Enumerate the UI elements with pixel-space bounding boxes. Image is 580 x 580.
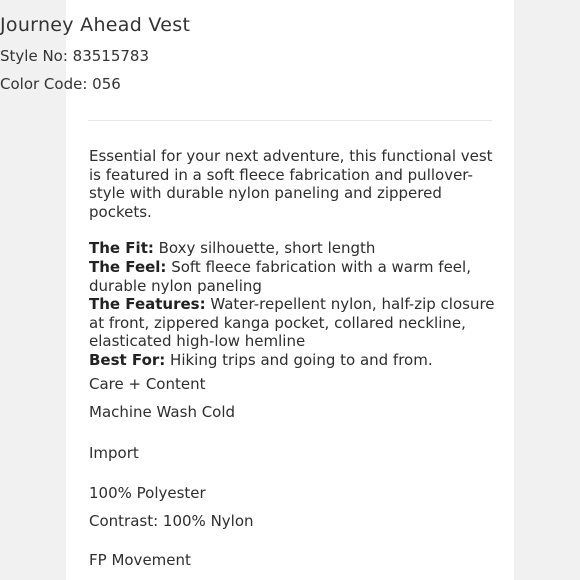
feature-text: Hiking trips and going to and from. xyxy=(165,350,433,369)
material-text: 100% Polyester xyxy=(89,484,206,502)
feature-best-for xyxy=(89,351,504,370)
feature-fit xyxy=(89,239,504,258)
feature-text: Boxy silhouette, short length xyxy=(153,239,376,258)
feature-features xyxy=(89,295,504,351)
contrast-material-text: Contrast: 100% Nylon xyxy=(89,512,254,530)
feature-list xyxy=(89,239,504,369)
style-number: Style No: 83515783 xyxy=(0,47,150,65)
feature-feel xyxy=(89,258,504,295)
feature-text: Water-repellent nylon, half-zip closure at front, zippered kanga pocket, collared neckline, elasticated high-low hemline xyxy=(89,295,495,351)
color-code: Color Code: 056 xyxy=(0,75,121,93)
origin-text: Import xyxy=(89,444,139,462)
feature-label: Best For: xyxy=(89,350,166,369)
feature-text: Soft fleece fabrication with a warm feel, durable nylon paneling xyxy=(89,257,471,295)
feature-label: The Feel: xyxy=(89,257,167,276)
product-title: Journey Ahead Vest xyxy=(0,14,191,36)
feature-label: The Features: xyxy=(89,295,206,314)
feature-label: The Fit: xyxy=(89,239,154,258)
product-description-section xyxy=(89,147,504,370)
product-description: Essential for your next adventure, this functional vest is featured in a soft fleece fabrication and pullover-style with durable nylon paneling and zippered pockets. xyxy=(89,147,493,221)
divider xyxy=(88,120,492,121)
brand-line: FP Movement xyxy=(89,551,191,569)
care-wash-instruction: Machine Wash Cold xyxy=(89,403,236,421)
care-content-heading: Care + Content xyxy=(89,375,206,393)
